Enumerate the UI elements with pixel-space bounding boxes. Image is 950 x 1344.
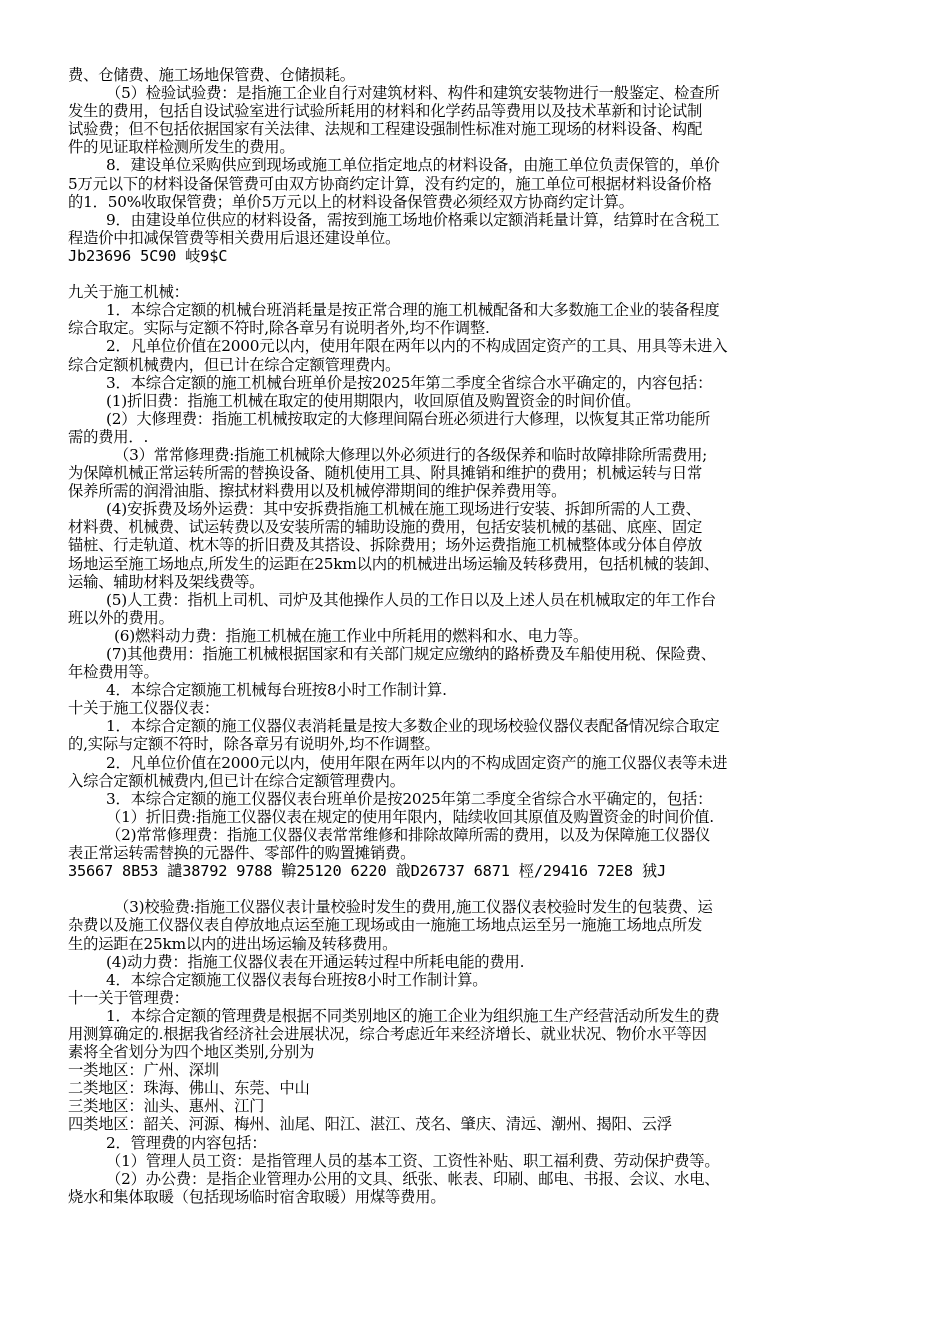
text-line: 2．管理费的内容包括：	[106, 1133, 267, 1152]
text-line: 场地运至施工场地点,所发生的运距在25km以内的机械进出场运输及转移费用，包括机械的装卸、	[68, 554, 719, 573]
text-line: 需的费用．.	[68, 427, 149, 446]
blank-line	[68, 265, 898, 283]
text-line: (7)其他费用：指施工机械根据国家和有关部门规定应缴纳的路桥费及车船使用税、保险费、	[106, 645, 716, 663]
text-line: 程造价中扣减保管费等相关费用后退还建设单位。	[68, 228, 401, 247]
text-line: （3)校验费:指施工仪器仪表计量校验时发生的费用,施工仪器仪表校验时发生的包装费、运	[114, 898, 713, 917]
text-line: 的,实际与定额不符时，除各章另有说明外,均不作调整。	[68, 735, 440, 754]
garbled-code-line: 35667 8B53 譴38792 9788 鞥25120 6220 戠D26737 6871 桱/29416 72E8 狨J	[68, 862, 667, 881]
text-line: （5）检验试验费：是指施工企业自行对建筑材料、构件和建筑安装物进行一般鉴定、检查所	[106, 84, 720, 103]
text-line: 为保障机械正常运转所需的替换设备、随机使用工具、附具摊销和维护的费用；机械运转与日常	[68, 464, 703, 483]
text-line: 十关于施工仪器仪表：	[68, 699, 219, 718]
text-line: 综合取定。实际与定额不符时,除各章另有说明者外,均不作调整.	[68, 319, 490, 338]
text-line: 烧水和集体取暖（包括现场临时宿舍取暖）用煤等费用。	[68, 1187, 446, 1206]
text-line: 1．本综合定额的机械台班消耗量是按正常合理的施工机械配备和大多数施工企业的装备程度	[106, 301, 720, 320]
text-line: (1)折旧费：指施工机械在取定的使用期限内，收回原值及购置资金的时间价值。	[106, 391, 641, 410]
text-line: (6)燃料动力费：指施工机械在施工作业中所耗用的燃料和水、电力等。	[114, 626, 588, 645]
text-line: （1）折旧费:指施工仪器仪表在规定的使用年限内，陆续收回其原值及购置资金的时间价值.	[106, 807, 714, 826]
text-line: (4)安拆费及场外运费：其中安拆费指施工机械在施工现场进行安装、拆卸所需的人工费、	[106, 500, 701, 519]
text-line: (5)人工费：指机上司机、司炉及其他操作人员的工作日以及上述人员在机械取定的年工作台	[106, 590, 716, 609]
text-line: 材料费、机械费、试运转费以及安装所需的辅助设施的费用，包括安装机械的基础、底座、固定	[68, 518, 703, 537]
text-line: 2．凡单位价值在2000元以内，使用年限在两年以内的不构成固定资产的施工仪器仪表等未进	[106, 753, 728, 772]
text-line: 生的运距在25km以内的进出场运输及转移费用。	[68, 934, 398, 953]
text-line: 综合定额机械费内，但已计在综合定额管理费内。	[68, 355, 401, 374]
text-line: 入综合定额机械费内,但已计在综合定额管理费内。	[68, 771, 405, 790]
text-line: 年检费用等。	[68, 663, 159, 682]
text-line: 九关于施工机械：	[68, 283, 189, 302]
text-line: 一类地区：广州、深圳	[68, 1061, 219, 1080]
text-line: 素将全省划分为四个地区类别,分别为	[68, 1043, 315, 1062]
text-line: 4．本综合定额施工仪器仪表每台班按8小时工作制计算。	[106, 970, 488, 989]
document-page	[68, 66, 898, 1206]
text-line: 2．凡单位价值在2000元以内，使用年限在两年以内的不构成固定资产的工具、用具等未进入	[106, 337, 728, 356]
text-line: 四类地区：韶关、河源、梅州、汕尾、阳江、湛江、茂名、肇庆、清远、潮州、揭阳、云浮	[68, 1115, 672, 1134]
text-line: 费、仓储费、施工场地保管费、仓储损耗。	[68, 66, 355, 84]
text-line: 表正常运转需替换的元器件、零部件的购置摊销费。	[68, 844, 416, 863]
text-line: 5万元以下的材料设备保管费可由双方协商约定计算，没有约定的，施工单位可根据材料设备价格	[68, 174, 712, 193]
text-line: 1．本综合定额的施工仪器仪表消耗量是按大多数企业的现场校验仪器仪表配备情况综合取定	[106, 717, 720, 736]
text-line: 试验费；但不包括依据国家有关法律、法规和工程建设强制性标准对施工现场的材料设备、构配	[68, 120, 703, 139]
text-line: 9．由建设单位供应的材料设备，需按到施工场地价格乘以定额消耗量计算，结算时在含税工	[106, 210, 720, 229]
blank-line	[68, 880, 898, 898]
text-line: 锚桩、行走轨道、枕木等的折旧费及其搭设、拆除费用；场外运费指施工机械整体或分体自停放	[68, 536, 703, 555]
text-line: （3）常常修理费:指施工机械除大修理以外必须进行的各级保养和临时故障排除所需费用;	[114, 445, 708, 464]
text-line: (2）大修理费：指施工机械按取定的大修理间隔台班必须进行大修理，以恢复其正常功能所	[106, 409, 711, 428]
text-line: 三类地区：汕头、惠州、江门	[68, 1097, 265, 1116]
text-line: 二类地区：珠海、佛山、东莞、中山	[68, 1079, 310, 1098]
text-line: （2）办公费：是指企业管理办公用的文具、纸张、帐表、印刷、邮电、书报、会议、水电、	[106, 1169, 720, 1188]
text-line: 用测算确定的.根据我省经济社会进展状况，综合考虑近年来经济增长、就业状况、物价水平等因	[68, 1024, 707, 1043]
text-line: 班以外的费用。	[68, 608, 174, 627]
text-line: 1．本综合定额的管理费是根据不同类别地区的施工企业为组织施工生产经营活动所发生的费	[106, 1006, 720, 1025]
text-line: （1）管理人员工资：是指管理人员的基本工资、工资性补贴、职工福利费、劳动保护费等。	[106, 1151, 720, 1170]
text-line: 4．本综合定额施工机械每台班按8小时工作制计算.	[106, 681, 447, 700]
text-line: 8．建设单位采购供应到现场或施工单位指定地点的材料设备，由施工单位负责保管的，单价	[106, 156, 720, 175]
text-line: (4)动力费：指施工仪器仪表在开通运转过程中所耗电能的费用.	[106, 952, 525, 971]
text-line: 发生的费用，包括自设试验室进行试验所耗用的材料和化学药品等费用以及技术革新和讨论试制	[68, 102, 703, 121]
text-line: 件的见证取样检测所发生的费用。	[68, 138, 295, 157]
text-line: （2)常常修理费：指施工仪器仪表常常维修和排除故障所需的费用，以及为保障施工仪器仪	[106, 825, 711, 844]
text-line: 十一关于管理费：	[68, 988, 189, 1007]
text-line: 的1．50%收取保管费；单价5万元以上的材料设备保管费必须经双方协商约定计算。	[68, 192, 634, 211]
text-line: 运输、辅助材料及架线费等。	[68, 572, 265, 591]
text-line: 保养所需的润滑油脂、擦拭材料费用以及机械停滞期间的维护保养费用等。	[68, 482, 567, 501]
garbled-code-line: Jb23696 5C90 岐9$C	[68, 246, 228, 265]
text-line: 杂费以及施工仪器仪表自停放地点运至施工现场或由一施施工场地点运至另一施施工场地点所发	[68, 916, 703, 935]
text-line: 3．本综合定额的施工仪器仪表台班单价是按2025年第二季度全省综合水平确定的，包括：	[106, 789, 713, 808]
text-line: 3．本综合定额的施工机械台班单价是按2025年第二季度全省综合水平确定的，内容包括：	[106, 373, 713, 392]
